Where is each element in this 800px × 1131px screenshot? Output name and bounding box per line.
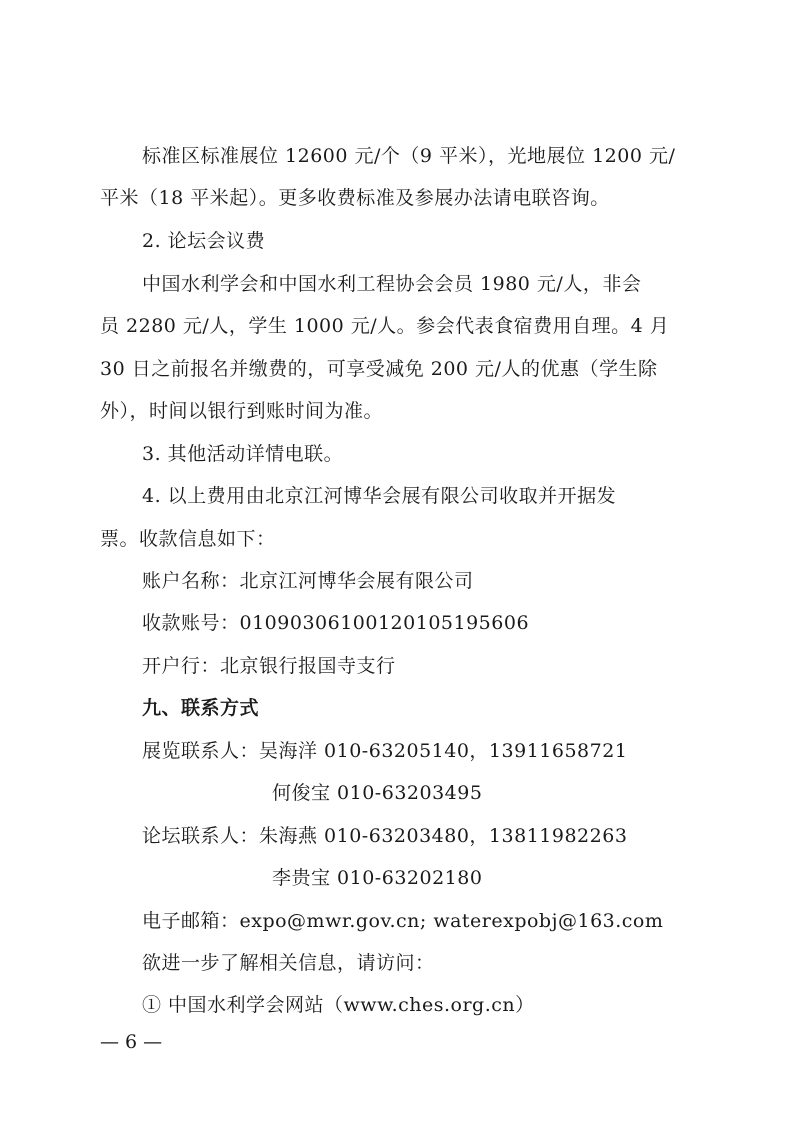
- forum-contact-second: 李贵宝 010-63202180: [272, 867, 483, 889]
- account-bank: 开户行：北京银行报国寺支行: [142, 655, 396, 677]
- forum-fee-heading: 2. 论坛会议费: [142, 230, 266, 252]
- fee-collection-line-2: 票。收款信息如下：: [100, 528, 276, 550]
- forum-contact-line: 论坛联系人：朱海燕 010-63203480，13811982263: [142, 825, 628, 847]
- forum-fee-line-1: 中国水利学会和中国水利工程协会会员 1980 元/人，非会: [142, 273, 642, 295]
- more-info-line: 欲进一步了解相关信息，请访问：: [142, 952, 435, 974]
- page-number: — 6 —: [100, 1031, 163, 1053]
- other-activities-line: 3. 其他活动详情电联。: [142, 443, 344, 465]
- fee-collection-line-1: 4. 以上费用由北京江河博华会展有限公司收取并开据发: [142, 485, 617, 507]
- contact-heading: 九、联系方式: [142, 697, 260, 719]
- booth-fee-line-2: 平米（18 平米起）。更多收费标准及参展办法请电联咨询。: [100, 187, 610, 209]
- account-name: 账户名称：北京江河博华会展有限公司: [142, 570, 474, 592]
- expo-contact-second: 何俊宝 010-63203495: [272, 782, 483, 804]
- forum-fee-line-3: 30 日之前报名并缴费的，可享受减免 200 元/人的优惠（学生除: [100, 358, 658, 380]
- expo-contact-line: 展览联系人：吴海洋 010-63205140，13911658721: [142, 740, 628, 762]
- forum-fee-line-2: 员 2280 元/人，学生 1000 元/人。参会代表食宿费用自理。4 月: [100, 315, 670, 337]
- email-line: 电子邮箱：expo@mwr.gov.cn; waterexpobj@163.com: [142, 910, 664, 932]
- booth-fee-line-1: 标准区标准展位 12600 元/个（9 平米），光地展位 1200 元/: [142, 145, 676, 167]
- forum-fee-line-4: 外），时间以银行到账时间为准。: [100, 400, 384, 422]
- website-item-1: ① 中国水利学会网站（www.ches.org.cn）: [142, 994, 535, 1016]
- account-number: 收款账号：01090306100120105195606: [142, 612, 530, 634]
